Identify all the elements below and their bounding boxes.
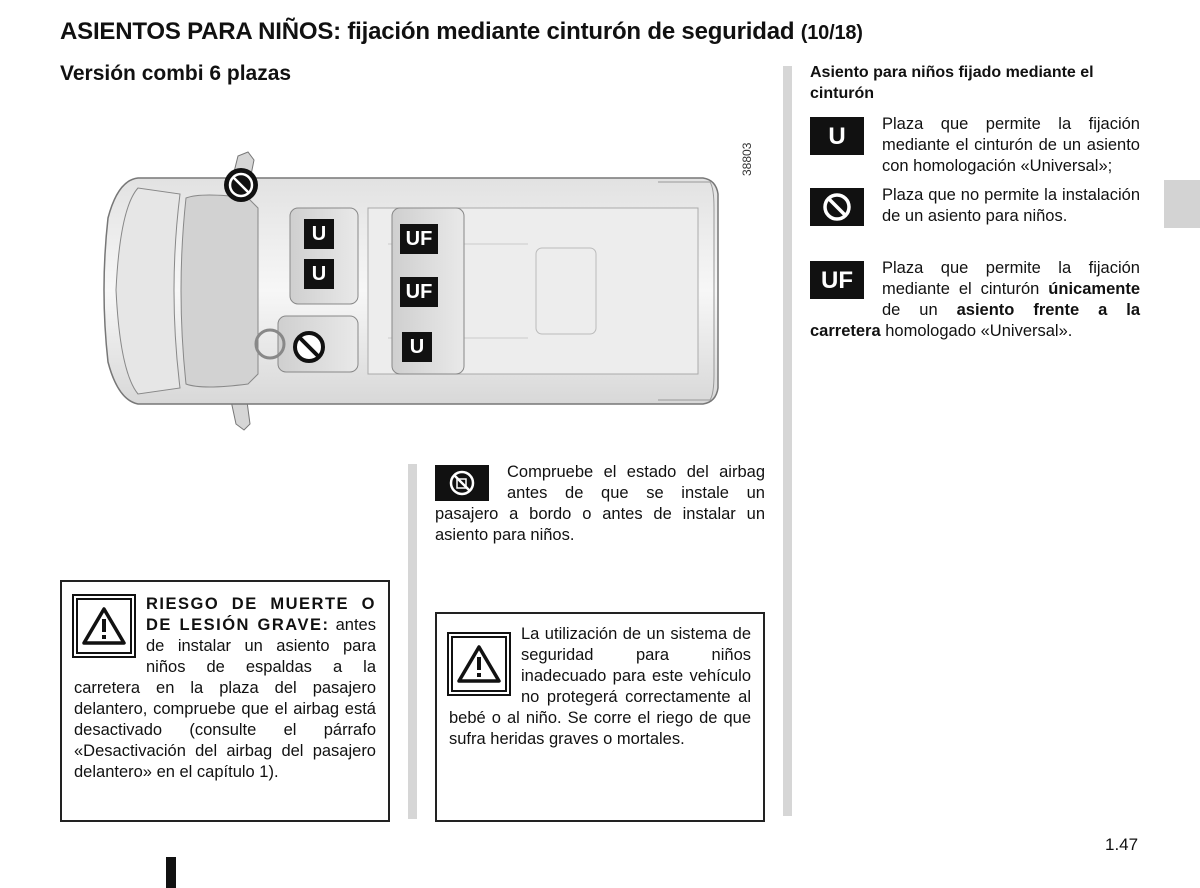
column-divider-mid [408, 464, 417, 819]
badge-uf: UF [810, 261, 864, 299]
no-entry-icon [822, 192, 852, 222]
title-page-ref: (10/18) [800, 22, 863, 44]
airbag-note-text: Compruebe el estado del airbag antes de que se instale un pasajero a bordo o antes de instalar un asiento para niños. [435, 463, 765, 544]
page-title [60, 18, 863, 46]
chapter-tab-marker [1164, 180, 1200, 228]
legend-text-u: Plaza que permite la fijación mediante el cinturón de un asiento con homologación «Universal»; [882, 115, 1140, 175]
page-number: 1.47 [1105, 835, 1139, 854]
legend-text-uf-1: Plaza que permite la fijación mediante el cinturón [882, 259, 1140, 298]
column-divider [783, 66, 792, 816]
warning-box-unsuitable-seat [435, 612, 765, 822]
warning-text: antes de instalar un asiento para niños de espaldas a la carretera en la plaza del pasajero delantero, compruebe que el airbag está desactivado (consulte el párrafo «Desactivación del airbag del pasajero delantero» en el capítulo 1). [74, 616, 376, 781]
legend-item-u [810, 114, 1140, 177]
legend-text-uf-bold-1: únicamente [1048, 280, 1140, 298]
airbag-note [435, 462, 765, 546]
airbag-off-icon [228, 172, 254, 198]
badge-u: U [810, 117, 864, 155]
front-seat-no-child-seat-marker [292, 330, 326, 364]
seat-badge-uf-2: UF [400, 277, 438, 307]
airbag-check-icon [445, 469, 479, 497]
legend-text-no-seat: Plaza que no permite la instalación de un asiento para niños. [882, 186, 1140, 225]
diagram-code: 38803 [740, 142, 754, 176]
warning-text: La utilización de un sistema de seguridad para niños inadecuado para este vehículo no protegerá correctamente al bebé o al niño. Se corre el riego de que sufra heridas graves o mortales. [449, 625, 751, 748]
section-subtitle: Versión combi 6 plazas [60, 62, 292, 85]
badge-no-entry [810, 188, 864, 226]
bottom-mark [166, 857, 176, 888]
warning-triangle-icon [451, 636, 507, 692]
seat-badge-uf-1: UF [400, 224, 438, 254]
seat-badge-u-3: U [402, 332, 432, 362]
legend-text-uf-2: de un [882, 301, 957, 319]
airbag-check-badge [435, 465, 489, 501]
legend-item-no-seat [810, 185, 1140, 228]
title-text: ASIENTOS PARA NIÑOS: fijación mediante cinturón de seguridad [60, 18, 795, 45]
seat-badge-u-1: U [304, 219, 334, 249]
seat-badge-u-2: U [304, 259, 334, 289]
warning-triangle-icon [76, 598, 132, 654]
airbag-warning-marker [224, 168, 258, 202]
legend-heading: Asiento para niños fijado mediante el cinturón [810, 64, 1094, 102]
warning-title: RIESGO DE MUERTE O DE LESIÓN GRAVE: [146, 595, 376, 634]
warning-box-death-risk [60, 580, 390, 822]
legend-text-uf-3: homologado «Universal». [880, 322, 1073, 340]
legend-item-uf [810, 258, 1140, 342]
legend-column [810, 62, 1140, 340]
no-entry-icon [292, 330, 326, 364]
legend-text-uf-bold-2: asiento frente a la carretera [810, 301, 1140, 340]
